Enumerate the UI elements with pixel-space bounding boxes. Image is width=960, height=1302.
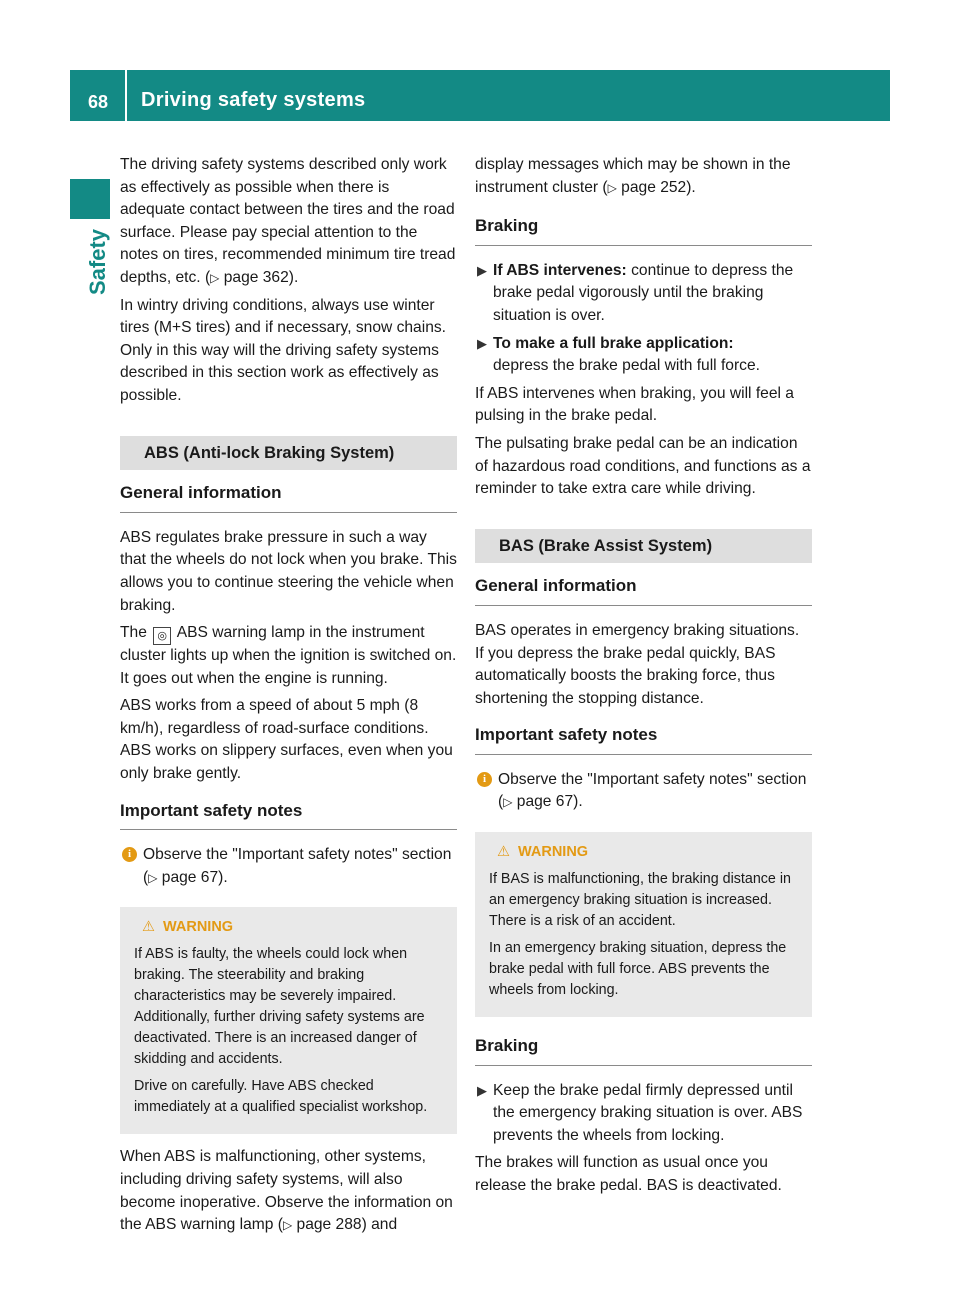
continued-paragraph xyxy=(475,154,812,199)
warning-label: WARNING xyxy=(518,844,589,861)
page-ref-link[interactable]: page 252). xyxy=(621,178,696,196)
indication-paragraph: The pulsating brake pedal can be an indication of hazardous road conditions, and functions as a reminder to take extra care while driving. xyxy=(475,434,811,498)
left-column xyxy=(120,154,457,1242)
abs-lamp-paragraph xyxy=(120,622,457,690)
info-note xyxy=(120,844,457,889)
pulsing-paragraph: If ABS intervenes when braking, you will feel a pulsing in the brake pedal. xyxy=(475,384,794,425)
warning-label: WARNING xyxy=(163,919,234,936)
info-note xyxy=(475,769,812,814)
release-paragraph: The brakes will function as usual once you release the brake pedal. BAS is deactivated. xyxy=(475,1154,782,1195)
page-ref-icon: ▷ xyxy=(503,795,513,810)
warning-triangle-icon: ⚠ xyxy=(497,844,510,861)
list-item-text: Keep the brake pedal firmly depressed until the emergency braking situation is over. ABS prevents the wheels from locking. xyxy=(493,1081,803,1144)
info-icon: i xyxy=(122,847,137,862)
warning-triangle-icon: ⚠ xyxy=(142,919,155,936)
warning-paragraph: If BAS is malfunctioning, the braking distance in an emergency braking situation is increased. There is a risk of an accident. xyxy=(489,871,791,930)
info-icon: i xyxy=(477,772,492,787)
safety-notes-heading: Important safety notes xyxy=(475,724,812,755)
warning-paragraph: If ABS is faulty, the wheels could lock when braking. The steerability and braking characteristics may be severely impaired. Additionally, further driving safety systems are deactivated. There is an increased danger of skidding and accidents. xyxy=(134,946,425,1068)
lamp-text-a: The xyxy=(120,624,147,642)
general-info-heading: General information xyxy=(120,482,457,513)
list-item xyxy=(475,1080,812,1148)
list-item xyxy=(475,260,812,328)
bas-description: BAS operates in emergency braking situations. If you depress the brake pedal quickly, BAS automatically boosts the braking force, thus shortening the stopping distance. xyxy=(475,621,800,707)
triangle-right-icon: ▶ xyxy=(477,262,487,278)
bas-section-heading: BAS (Brake Assist System) xyxy=(475,529,812,564)
header-divider xyxy=(125,70,127,121)
triangle-right-icon: ▶ xyxy=(477,335,487,351)
warning-paragraph: Drive on carefully. Have ABS checked immediately at a qualified specialist workshop. xyxy=(134,1078,428,1116)
intro-text: The driving safety systems described only work as effectively as possible when there is adequate contact between the tires and the road surface. Please pay special attention to the notes on tires, recommended minimum tire tread depths, etc. ( xyxy=(120,156,456,286)
note-text: Observe the "Important safety notes" section ( xyxy=(143,846,452,886)
malfunction-text: When ABS is malfunctioning, other systems, including driving safety systems, will also become inoperative. Observe the information on the ABS warning lamp ( xyxy=(120,1148,453,1234)
continued-text: display messages which may be shown in the instrument cluster ( xyxy=(475,156,791,196)
page-ref-link[interactable]: page 362). xyxy=(223,268,299,286)
warning-header xyxy=(134,917,443,938)
triangle-right-icon: ▶ xyxy=(477,1082,487,1098)
warning-header xyxy=(489,842,798,863)
warning-box xyxy=(475,832,812,1017)
warning-box xyxy=(120,907,457,1134)
page-ref-link[interactable]: page 288) and xyxy=(296,1216,398,1234)
page-title: Driving safety systems xyxy=(141,89,366,111)
page-ref-icon: ▷ xyxy=(607,180,617,195)
abs-lamp-icon: ◎ xyxy=(153,627,171,645)
page-ref-icon: ▷ xyxy=(148,870,158,885)
section-tab-label: Safety xyxy=(85,228,110,295)
abs-description: ABS regulates brake pressure in such a way that the wheels do not lock when you brake. This allows you to continue steering the vehicle when braking. xyxy=(120,528,457,614)
list-item-bold: If ABS intervenes: xyxy=(493,261,627,279)
abs-speed-paragraph: ABS works from a speed of about 5 mph (8 km/h), regardless of road-surface conditions. ABS works on slippery surfaces, even when you only brake gently. xyxy=(120,697,453,783)
braking-heading: Braking xyxy=(475,1035,812,1066)
list-item-text: continue to depress the brake pedal vigorously until the braking situation is over. xyxy=(493,261,794,324)
general-info-heading: General information xyxy=(475,575,812,606)
braking-heading: Braking xyxy=(475,215,812,246)
page-ref-icon: ▷ xyxy=(210,270,220,285)
page-ref-link[interactable]: page 67). xyxy=(516,793,583,811)
intro-paragraph xyxy=(120,154,457,290)
safety-notes-heading: Important safety notes xyxy=(120,800,457,831)
note-text: Observe the "Important safety notes" section ( xyxy=(498,770,807,811)
abs-section-heading: ABS (Anti-lock Braking System) xyxy=(120,436,457,471)
page-number: 68 xyxy=(88,92,109,112)
page-ref-link[interactable]: page 67). xyxy=(161,868,228,886)
lamp-text-b: ABS warning lamp in the instrument cluster lights up when the ignition is switched on. It goes out when the engine is running. xyxy=(120,624,457,687)
page-ref-icon: ▷ xyxy=(282,1218,293,1233)
malfunction-paragraph xyxy=(120,1146,457,1236)
list-item-text: depress the brake pedal with full force. xyxy=(493,357,760,375)
warning-paragraph: In an emergency braking situation, depress the brake pedal with full force. ABS prevents the wheels from locking. xyxy=(489,940,787,999)
list-item-bold: To make a full brake application: xyxy=(493,334,734,352)
list-item xyxy=(475,333,812,378)
right-column xyxy=(475,154,812,1203)
winter-paragraph: In wintry driving conditions, always use winter tires (M+S tires) and if necessary, snow chains. Only in this way will the driving safety systems described in this section work as effectively as possible. xyxy=(120,296,446,404)
